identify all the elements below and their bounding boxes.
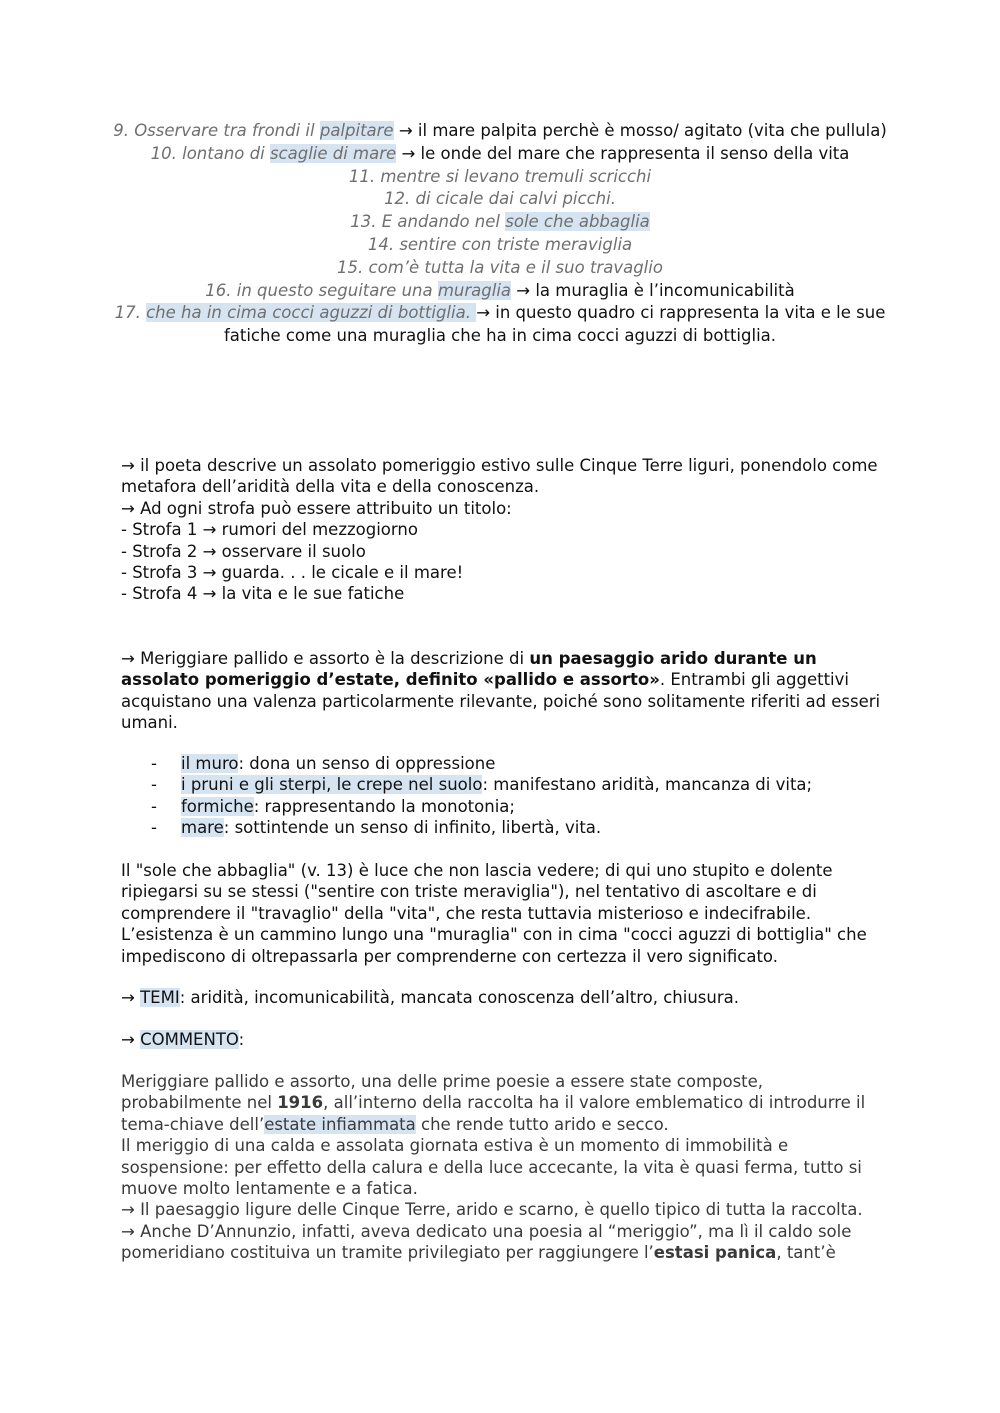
comment-line: → Anche D’Annunzio, infatti, aveva dedicato una poesia al “meriggio”, ma lì il caldo sole pomeridiano costituiva un tramite privilegiato per raggiungere l’estasi panica, tant’è (121, 1221, 852, 1263)
intro-line: → il poeta descrive un assolato pomeriggio estivo sulle Cinque Terre liguri, ponendolo come metafora dell’aridità della vita e della conoscenza. (121, 456, 878, 497)
poem-line: 10. lontano di scaglie di mare → le onde del mare che rappresenta il senso della vita (150, 143, 850, 163)
temi-label: TEMI (140, 988, 180, 1007)
poem-note: → in questo quadro ci rappresenta la vita e le sue fatiche come una muraglia che ha in cima cocci aguzzi di bottiglia. (223, 303, 886, 346)
poem-line: 11. mentre si levano tremuli scricchi (348, 166, 652, 186)
commento-heading: → COMMENTO: (121, 1030, 245, 1049)
strofa-item: - Strofa 3 → guarda. . . le cicale e il mare! (121, 563, 464, 583)
comment-line: → Il paesaggio ligure delle Cinque Terre, arido e scarno, è quello tipico di tutta la raccolta. (121, 1200, 863, 1220)
intro-line: → Ad ogni strofa può essere attribuito un titolo: (121, 498, 512, 518)
bullet-list (121, 753, 881, 839)
list-item: - i pruni e gli sterpi, le crepe nel suolo: manifestano aridità, mancanza di vita; (151, 775, 813, 795)
list-item: - mare: sottintende un senso di infinito, libertà, vita. (151, 818, 602, 838)
highlight: muraglia (437, 280, 512, 300)
poem-note: → la muraglia è l’incomunicabilità (516, 280, 795, 300)
highlight: mare (181, 818, 224, 838)
highlight: sole che abbaglia (505, 212, 650, 232)
comment-line: Meriggiare pallido e assorto, una delle prime poesie a essere state composte, probabilmente nel 1916, all’interno della raccolta ha il valore emblematico di introdurre il tema-chiave dell’estate infiammata che rende tutto arido e secco. (121, 1072, 866, 1134)
comment-paragraph (121, 1071, 881, 1264)
description-paragraph: → Meriggiare pallido e assorto è la descrizione di un paesaggio arido durante un assolato pomeriggio d’estate, definito «pallido e assorto». Entrambi gli aggettivi acquistano una valenza particolarmente rilevante, poiché sono solitamente riferiti ad esseri umani. (121, 649, 881, 733)
list-item: - il muro: dona un senso di oppressione (151, 754, 496, 773)
poem-line: 17. che ha in cima cocci aguzzi di bottiglia. → in questo quadro ci rappresenta la vita e le sue fatiche come una muraglia che ha in cima cocci aguzzi di bottiglia. (114, 303, 886, 346)
intro-section (121, 455, 881, 605)
comment-line: Il meriggio di una calda e assolata giornata estiva è un momento di immobilità e sospensione: per effetto della calura e della luce accecante, la vita è quasi ferma, tutto si muove molto lentamente e a fatica. (121, 1136, 862, 1199)
strofa-item: - Strofa 4 → la vita e le sue fatiche (121, 584, 405, 604)
poem-line: 15. com’è tutta la vita e il suo travaglio (337, 257, 663, 277)
poem-line: 14. sentire con triste meraviglia (367, 234, 633, 254)
highlight: i pruni e gli sterpi, le crepe nel suolo (181, 775, 483, 795)
commento-label: COMMENTO (140, 1030, 239, 1049)
highlight: palpitare (319, 121, 394, 140)
highlight: scaglie di mare (269, 143, 397, 163)
poem-line: 12. di cicale dai calvi picchi. (384, 189, 616, 209)
highlight: che ha in cima cocci aguzzi di bottiglia. (146, 303, 477, 323)
sole-paragraph: Il "sole che abbaglia" (v. 13) è luce che non lascia vedere; di qui uno stupito e dolente ripiegarsi su se stessi ("sentire con triste meraviglia"), nel tentativo di ascoltare e di comprendere il "travaglio" della "vita", che resta tuttavia misterioso e indecifrabile. L’esistenza è un cammino lungo una "muraglia" con in cima "cocci aguzzi di bottiglia" che impediscono di oltrepassarla per comprenderne con certezza il vero significato. (121, 861, 867, 966)
bold-text: un paesaggio arido durante un assolato pomeriggio d’estate, definito «pallido e assorto» (121, 649, 817, 690)
highlight: formiche (181, 796, 254, 816)
poem-line: 16. in questo seguitare una muraglia → la muraglia è l’incomunicabilità (205, 280, 795, 300)
bold-year: 1916 (277, 1093, 324, 1113)
list-item: - formiche: rappresentando la monotonia; (151, 796, 515, 816)
poem-block (110, 120, 890, 348)
strofa-item: - Strofa 1 → rumori del mezzogiorno (121, 520, 418, 540)
poem-note: → il mare palpita perchè è mosso/ agitato (vita che pullula) (398, 121, 887, 140)
temi-line: → TEMI: aridità, incomunicabilità, mancata conoscenza dell’altro, chiusura. (121, 988, 739, 1007)
poem-note: → le onde del mare che rappresenta il senso della vita (401, 143, 850, 163)
bold-text: estasi panica (653, 1243, 777, 1263)
highlight: estate infiammata (264, 1114, 416, 1134)
poem-line: 13. E andando nel sole che abbaglia (350, 212, 650, 232)
highlight: il muro (181, 754, 239, 773)
strofa-item: - Strofa 2 → osservare il suolo (121, 541, 366, 561)
poem-line: 9. Osservare tra frondi il palpitare → il mare palpita perchè è mosso/ agitato (vita che pullula) (113, 121, 887, 140)
